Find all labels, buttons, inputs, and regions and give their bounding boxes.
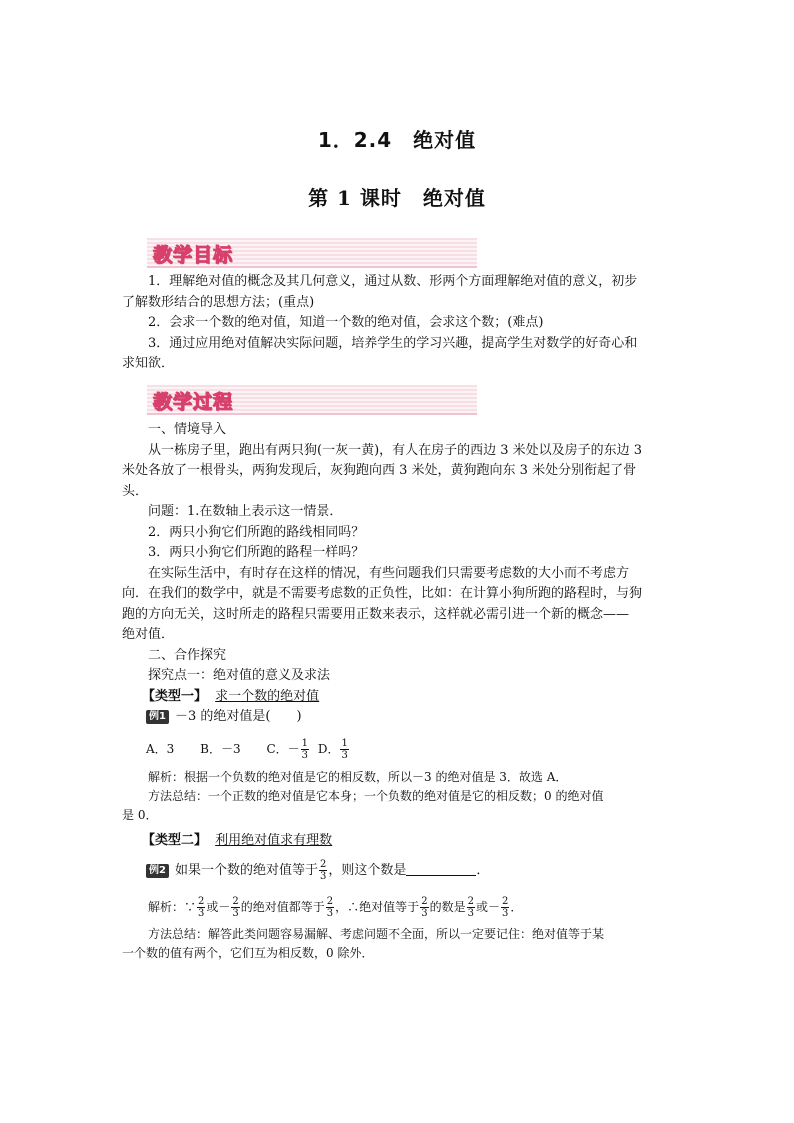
fraction-numerator: 1 — [301, 737, 308, 749]
fraction-denominator: 3 — [467, 908, 474, 919]
analysis-part-c: 的绝对值都等于 — [240, 900, 325, 914]
fraction-denominator: 3 — [232, 908, 239, 919]
objective-item-2: 2．会求一个数的绝对值，知道一个数的绝对值，会求这个数；(难点) — [148, 315, 544, 330]
fraction-numerator: 2 — [319, 859, 327, 870]
question-2: 2．两只小狗它们所跑的路线相同吗？ — [148, 524, 365, 540]
example-2-tag: 例2 — [146, 864, 169, 878]
scene-line-1: 从一栋房子里，跑出有两只狗(一灰一黄)，有人在房子的西边 3 米处以及房子的东边 3 — [148, 442, 643, 458]
process-banner — [147, 385, 477, 415]
section-1-title: 一、情境导入 — [148, 422, 227, 437]
objectives-section — [122, 272, 676, 375]
fraction-two-thirds — [319, 859, 327, 882]
question-3: 3．两只小狗它们所跑的路程一样吗？ — [148, 545, 365, 560]
analysis-part-f: 或－ — [475, 900, 500, 914]
example-2-summary-cont: 一个数的值有两个，它们互为相反数，0 除外． — [122, 946, 374, 960]
fraction-two-thirds — [501, 896, 509, 919]
fraction-numerator: 2 — [421, 896, 428, 907]
option-a: A．3 — [146, 741, 175, 756]
type-2-title: 利用绝对值求有理数 — [215, 832, 333, 848]
type-1-heading — [122, 687, 676, 708]
fraction-numerator: 2 — [232, 896, 239, 907]
example-1 — [122, 707, 676, 728]
fraction-numerator: 1 — [341, 737, 348, 749]
fraction-two-thirds — [231, 896, 239, 919]
example-1-question: －3 的绝对值是( ) — [174, 709, 302, 724]
scene-line-3: 头． — [122, 483, 149, 499]
objective-1-line-1: 1．理解绝对值的概念及其几何意义，通过从数、形两个方面理解绝对值的意义，初步 — [148, 274, 638, 289]
fraction-denominator: 3 — [319, 871, 327, 882]
example-2-summary: 方法总结：解答此类问题容易漏解、考虑问题不全面，所以一定要记住：绝对值等于某 — [148, 927, 605, 941]
fraction-two-thirds — [467, 896, 475, 919]
fraction-denominator: 3 — [198, 908, 205, 919]
option-d-label: D． — [317, 741, 340, 756]
type-2-label: 【类型二】 — [142, 832, 208, 848]
fraction-denominator: 3 — [501, 908, 509, 919]
fraction-denominator: 3 — [326, 908, 334, 919]
analysis-part-b: 或－ — [206, 900, 231, 914]
fraction-two-thirds — [420, 896, 428, 919]
lesson-subtitle: 第 1 课时 绝对值 — [308, 186, 486, 210]
fraction-two-thirds — [197, 896, 205, 919]
analysis-part-a: 解析：∵ — [148, 900, 197, 914]
example-1-options — [122, 732, 676, 766]
objective-item-3-cont: 求知欲． — [122, 356, 175, 371]
option-c-label: C．－ — [266, 741, 300, 756]
scene-line-2: 米处各放了一根骨头，两狗发现后，灰狗跑向西 3 米处，黄狗跑向东 3 米处分别衔起了骨 — [122, 463, 637, 478]
fraction-denominator: 3 — [341, 749, 348, 761]
lesson-title: 1．2.4 绝对值 — [317, 128, 477, 152]
fraction-numerator: 2 — [467, 896, 474, 907]
intro-line-4: 绝对值． — [122, 627, 175, 642]
type-2-heading — [122, 831, 676, 852]
option-c — [266, 737, 310, 761]
analysis-part-e: 的数是 — [429, 900, 466, 914]
fraction-denominator: 3 — [421, 908, 428, 919]
fraction-numerator: 2 — [326, 896, 334, 907]
type-1-label: 【类型一】 — [142, 688, 208, 704]
objective-item-3: 3．通过应用绝对值解决实际问题，培养学生的学习兴趣，提高学生对数学的好奇心和 — [148, 335, 638, 351]
example-1-analysis: 解析：根据一个负数的绝对值是它的相反数，所以－3 的绝对值是 3．故选 A． — [148, 769, 568, 784]
intro-line-2: 向．在我们的数学中，就是不需要考虑数的正负性，比如：在计算小狗所跑的路程时，与狗 — [122, 586, 643, 601]
intro-line-1: 在实际生活中，有时存在这样的情况，有些问题我们只需要考虑数的大小而不考虑方 — [148, 565, 630, 581]
example-1-tag: 例1 — [146, 710, 169, 724]
process-banner-label: 教学过程 — [153, 391, 234, 413]
fraction-denominator: 3 — [301, 749, 308, 761]
option-b: B．－3 — [200, 741, 241, 756]
analysis-part-d: ，∴绝对值等于 — [335, 900, 420, 914]
analysis-part-g: ． — [510, 900, 523, 914]
example-1-summary-cont: 是 0． — [122, 807, 158, 822]
objective-item-1-cont: 了解数形结合的思想方法；(重点) — [122, 294, 315, 310]
exploration-point-1: 探究点一：绝对值的意义及求法 — [148, 668, 331, 683]
example-2-text: 如果一个数的绝对值等于 — [174, 863, 318, 878]
question-1: 问题：1.在数轴上表示这一情景． — [148, 504, 343, 519]
example-2 — [122, 855, 676, 887]
type-1-title: 求一个数的绝对值 — [215, 688, 320, 704]
fraction-one-third — [301, 738, 309, 761]
process-section — [122, 420, 676, 963]
example-2-analysis — [122, 891, 676, 923]
fraction-one-third — [340, 738, 348, 761]
example-2-text-2: ，则这个数是 — [328, 863, 407, 878]
intro-line-3: 跑的方向无关，这时所走的路程只需要用正数来表示，这样就必需引进一个新的概念—— — [122, 606, 630, 622]
section-2-title: 二、合作探究 — [148, 647, 227, 663]
example-1-summary: 方法总结：一个正数的绝对值是它本身；一个负数的绝对值是它的相反数；0 的绝对值 — [148, 788, 604, 803]
fraction-two-thirds — [326, 896, 334, 919]
answer-blank[interactable] — [406, 863, 476, 876]
fraction-numerator: 2 — [198, 896, 205, 907]
objectives-banner — [147, 238, 477, 268]
objective-item-1 — [122, 272, 676, 293]
option-d — [317, 737, 350, 761]
fraction-numerator: 2 — [501, 896, 509, 907]
objectives-banner-label: 教学目标 — [153, 244, 234, 266]
example-2-end: ． — [476, 863, 490, 878]
